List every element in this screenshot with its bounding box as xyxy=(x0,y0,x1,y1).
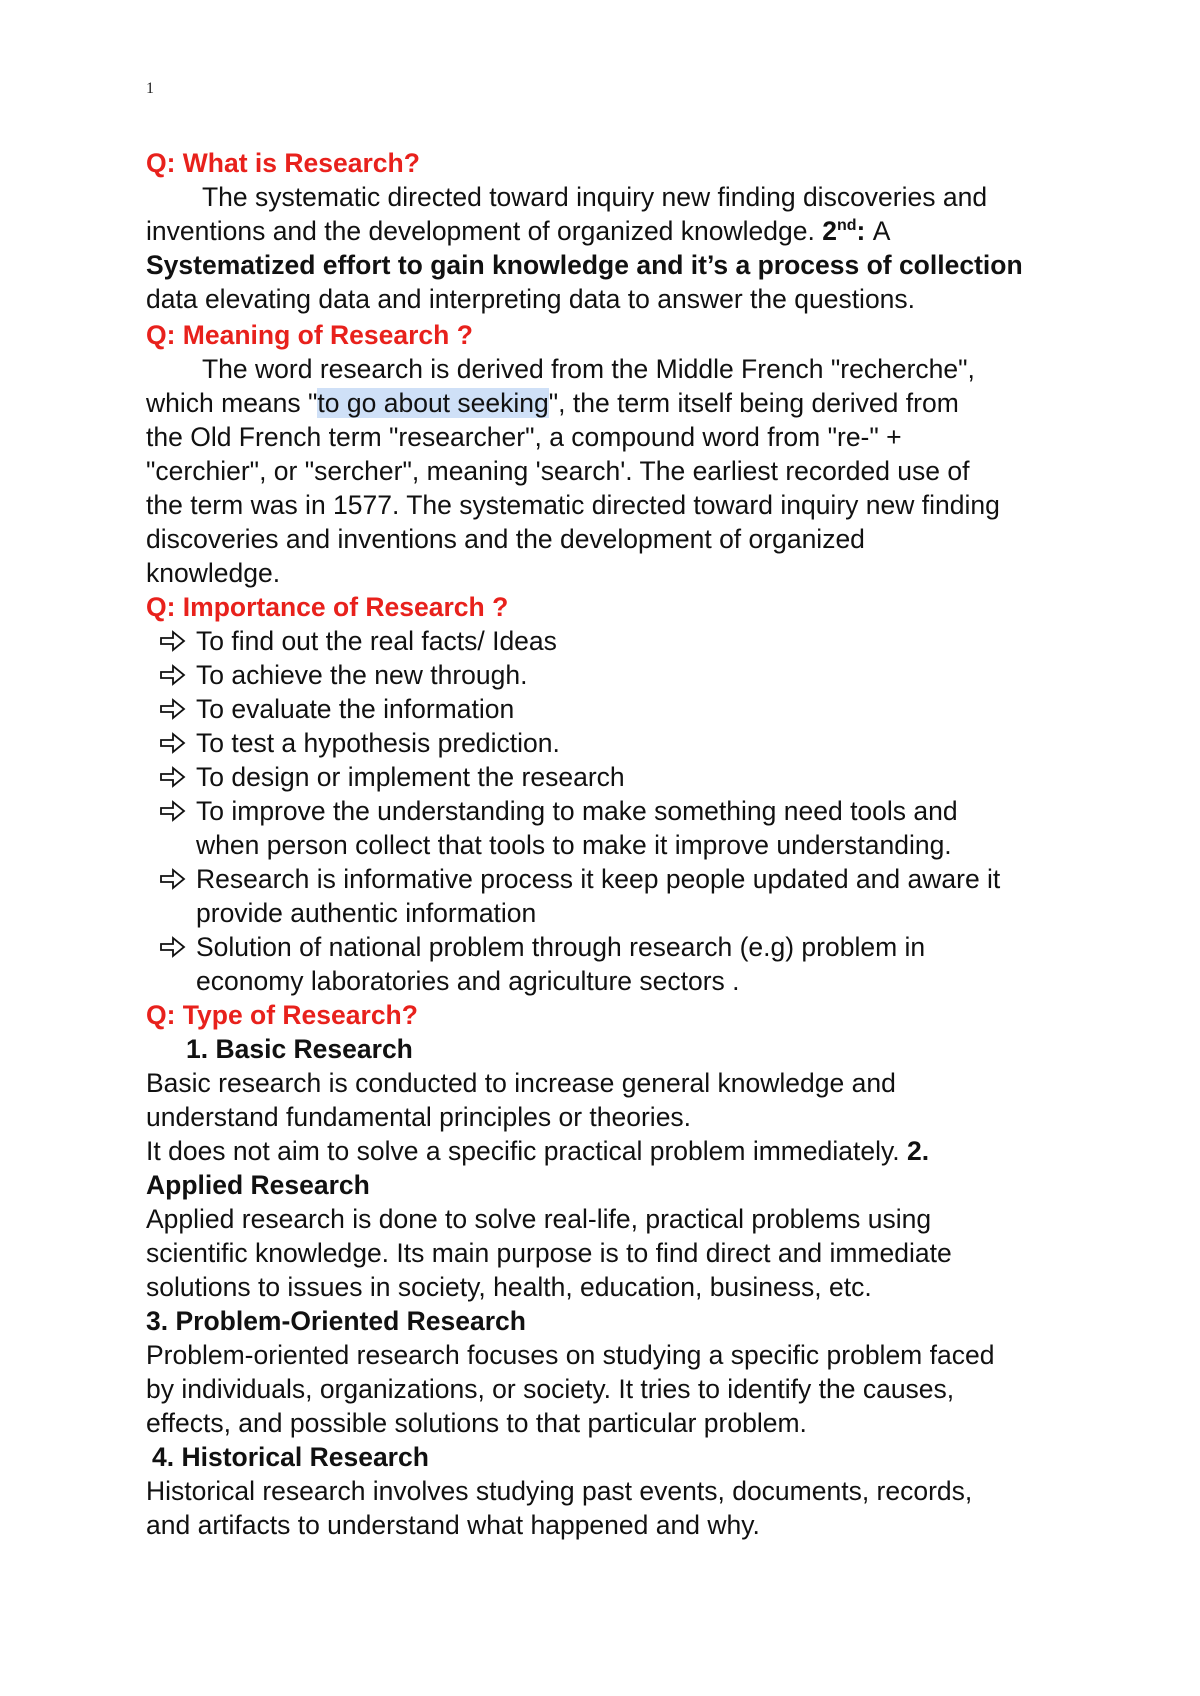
paragraph-line: The word research is derived from the Middle French "recherche", xyxy=(202,354,975,384)
list-item-text: To find out the real facts/ Ideas xyxy=(196,626,557,656)
paragraph-line: data elevating data and interpreting data to answer the questions. xyxy=(146,284,916,314)
selected-text-highlight[interactable]: to go about seeking xyxy=(317,388,549,418)
list-item xyxy=(146,760,1076,794)
outline-arrow-right-icon xyxy=(158,760,188,794)
list-item-text: To evaluate the information xyxy=(196,694,515,724)
paragraph-line: by individuals, organizations, or society. It tries to identify the causes, xyxy=(146,1374,955,1404)
subheading-number: 2. xyxy=(906,1136,930,1166)
paragraph-line: Basic research is conducted to increase general knowledge and xyxy=(146,1068,896,1098)
text-run: ", the term itself being derived from xyxy=(548,388,959,418)
list-item-text: provide authentic information xyxy=(196,898,537,928)
paragraph-line: scientific knowledge. Its main purpose is to find direct and immediate xyxy=(146,1238,952,1268)
subheading-applied-research: Applied Research xyxy=(146,1170,370,1200)
list-item-text: Solution of national problem through research (e.g) problem in xyxy=(196,932,926,962)
outline-arrow-right-icon xyxy=(158,930,188,964)
outline-arrow-right-icon xyxy=(158,862,188,896)
list-item-text: To improve the understanding to make something need tools and xyxy=(196,796,958,826)
list-item-text: when person collect that tools to make it improve understanding. xyxy=(196,830,952,860)
paragraph-line-bold: Systematized effort to gain knowledge and it’s a process of collection xyxy=(146,250,1023,280)
heading-meaning-of-research: Q: Meaning of Research ? xyxy=(146,320,473,350)
subheading-historical-research: 4. Historical Research xyxy=(152,1442,429,1472)
paragraph-line xyxy=(146,386,1076,420)
heading-importance-of-research: Q: Importance of Research ? xyxy=(146,592,509,622)
second-number: 2 xyxy=(822,216,837,246)
list-item xyxy=(146,794,1076,862)
list-item-text: Research is informative process it keep people updated and aware it xyxy=(196,864,1001,894)
text-run: A xyxy=(872,216,891,246)
text-run: which means " xyxy=(146,388,318,418)
paragraph-line: discoveries and inventions and the development of organized xyxy=(146,524,865,554)
list-item-text: To design or implement the research xyxy=(196,762,625,792)
outline-arrow-right-icon xyxy=(158,794,188,828)
paragraph-line: the term was in 1577. The systematic directed toward inquiry new finding xyxy=(146,490,1000,520)
list-item-text: To test a hypothesis prediction. xyxy=(196,728,560,758)
colon: : xyxy=(856,216,873,246)
paragraph-line: and artifacts to understand what happened and why. xyxy=(146,1510,760,1540)
list-item xyxy=(146,658,1076,692)
list-item xyxy=(146,862,1076,930)
second-definition-label xyxy=(822,216,872,246)
paragraph-line: "cerchier", or "sercher", meaning 'search'. The earliest recorded use of xyxy=(146,456,970,486)
list-item xyxy=(146,930,1076,998)
outline-arrow-right-icon xyxy=(158,658,188,692)
subheading-problem-oriented-research: 3. Problem-Oriented Research xyxy=(146,1306,526,1336)
list-item-text: economy laboratories and agriculture sectors . xyxy=(196,966,740,996)
outline-arrow-right-icon xyxy=(158,624,188,658)
document-body xyxy=(146,146,1076,1542)
importance-list xyxy=(146,624,1076,998)
heading-what-is-research: Q: What is Research? xyxy=(146,148,420,178)
paragraph-line: understand fundamental principles or theories. xyxy=(146,1102,692,1132)
paragraph-line: Historical research involves studying past events, documents, records, xyxy=(146,1476,973,1506)
paragraph-line xyxy=(146,1134,1076,1168)
text-run: inventions and the development of organized knowledge. xyxy=(146,216,823,246)
heading-type-of-research: Q: Type of Research? xyxy=(146,1000,418,1030)
subheading-basic-research: 1. Basic Research xyxy=(186,1034,413,1064)
text-run: It does not aim to solve a specific practical problem immediately. xyxy=(146,1136,907,1166)
paragraph-line: Problem-oriented research focuses on studying a specific problem faced xyxy=(146,1340,995,1370)
list-item-text: To achieve the new through. xyxy=(196,660,528,690)
paragraph-line: the Old French term "researcher", a compound word from "re-" + xyxy=(146,422,902,452)
page-number: 1 xyxy=(146,80,154,97)
list-item xyxy=(146,624,1076,658)
paragraph-line: Applied research is done to solve real-life, practical problems using xyxy=(146,1204,932,1234)
list-item xyxy=(146,692,1076,726)
paragraph-line: The systematic directed toward inquiry new finding discoveries and xyxy=(202,182,988,212)
outline-arrow-right-icon xyxy=(158,726,188,760)
ordinal-suffix: nd xyxy=(836,217,857,235)
outline-arrow-right-icon xyxy=(158,692,188,726)
paragraph-line: knowledge. xyxy=(146,558,281,588)
paragraph-line: effects, and possible solutions to that particular problem. xyxy=(146,1408,807,1438)
paragraph-line: solutions to issues in society, health, education, business, etc. xyxy=(146,1272,872,1302)
list-item xyxy=(146,726,1076,760)
paragraph-line xyxy=(146,214,1076,248)
